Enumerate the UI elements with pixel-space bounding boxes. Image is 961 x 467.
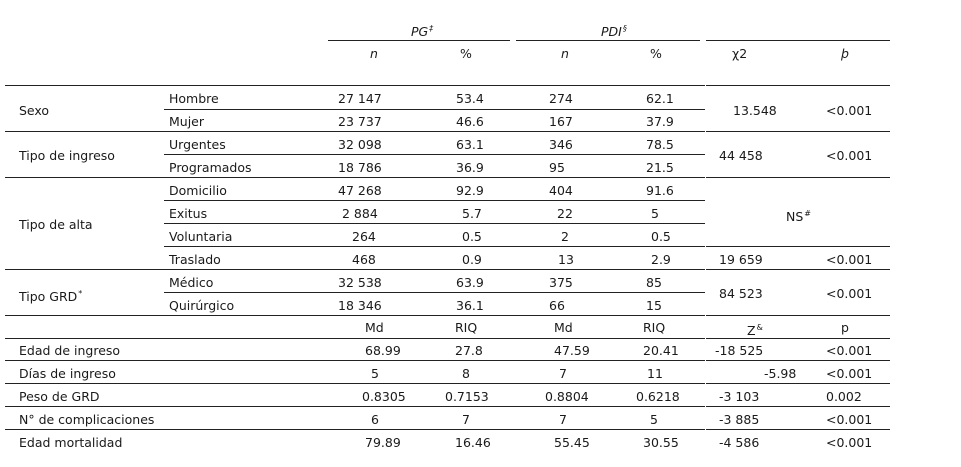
- cell: 0.8804: [545, 389, 589, 404]
- cell: 32 098: [338, 137, 382, 152]
- cell: <0.001: [826, 343, 873, 358]
- rule: [706, 360, 890, 361]
- cell: 85: [646, 275, 662, 290]
- cell: 6: [371, 412, 379, 427]
- col-md-2: Md: [554, 320, 573, 335]
- col-pct-2: %: [650, 46, 662, 61]
- cell: 2 884: [342, 206, 378, 221]
- cell: 0.5: [651, 229, 671, 244]
- cell: 47 268: [338, 183, 382, 198]
- cell: 7: [462, 412, 470, 427]
- cell: 0.002: [826, 389, 862, 404]
- cell: <0.001: [826, 412, 873, 427]
- rule-ingreso-top: [5, 131, 705, 132]
- col-p-2: p: [841, 320, 849, 335]
- cell: 13: [558, 252, 574, 267]
- sub-voluntaria: Voluntaria: [169, 229, 233, 244]
- p-ingreso: <0.001: [826, 148, 873, 163]
- sub-quirurgico: Quirúrgico: [169, 298, 235, 313]
- cell: 404: [549, 183, 573, 198]
- cell: -3 103: [719, 389, 760, 404]
- stat-rule: [706, 40, 890, 41]
- cell: 346: [549, 137, 573, 152]
- cell: 274: [549, 91, 573, 106]
- cell: 15: [646, 298, 662, 313]
- cell: 92.9: [456, 183, 484, 198]
- row-label-edad: Edad de ingreso: [19, 343, 121, 358]
- rule-sexo-top-stat: [706, 85, 890, 86]
- cell: 18 786: [338, 160, 382, 175]
- rule: [706, 246, 890, 247]
- cell: 2: [561, 229, 569, 244]
- group-pdi-header: PDI§: [601, 24, 627, 39]
- cell: 78.5: [646, 137, 674, 152]
- cell: <0.001: [826, 435, 873, 450]
- row-label-grd: Tipo GRD*: [19, 289, 83, 304]
- sub-programados: Programados: [169, 160, 252, 175]
- sub-mujer: Mujer: [169, 114, 205, 129]
- cell: 36.9: [456, 160, 484, 175]
- row-label-complicaciones: N° de complicaciones: [19, 412, 155, 427]
- rule: [164, 292, 705, 293]
- rule: [164, 154, 705, 155]
- rule: [706, 338, 890, 339]
- row-label-dias: Días de ingreso: [19, 366, 116, 381]
- cell: -3 885: [719, 412, 760, 427]
- col-pct-1: %: [460, 46, 472, 61]
- cell: 23 737: [338, 114, 382, 129]
- row-label-ingreso: Tipo de ingreso: [19, 148, 115, 163]
- cell: 5: [651, 206, 659, 221]
- cell: 0.6218: [636, 389, 680, 404]
- cell: 53.4: [456, 91, 484, 106]
- cell: 0.7153: [445, 389, 489, 404]
- rule-grd-top: [5, 269, 705, 270]
- sub-urgentes: Urgentes: [169, 137, 226, 152]
- cell: 27 147: [338, 91, 382, 106]
- rule: [706, 406, 890, 407]
- cell: 0.9: [462, 252, 482, 267]
- col-md-1: Md: [365, 320, 384, 335]
- cell: 30.55: [643, 435, 679, 450]
- cell: <0.001: [826, 366, 873, 381]
- cell: 27.8: [455, 343, 483, 358]
- sub-medico: Médico: [169, 275, 214, 290]
- sub-traslado: Traslado: [169, 252, 221, 267]
- cell: 18 346: [338, 298, 382, 313]
- cell: 91.6: [646, 183, 674, 198]
- ns-alta: NS#: [786, 209, 811, 224]
- col-n-2: n: [561, 46, 569, 61]
- cell: 2.9: [651, 252, 671, 267]
- rule-subheader-top: [5, 315, 705, 316]
- p-grd: <0.001: [826, 286, 873, 301]
- cell: 62.1: [646, 91, 674, 106]
- cell: 79.89: [365, 435, 401, 450]
- cell: 22: [557, 206, 573, 221]
- rule: [5, 338, 705, 339]
- cell: 375: [549, 275, 573, 290]
- cell: 8: [462, 366, 470, 381]
- rule: [5, 360, 705, 361]
- cell: 167: [549, 114, 573, 129]
- row-label-alta: Tipo de alta: [19, 217, 93, 232]
- cell: 5: [650, 412, 658, 427]
- col-z: Z&: [747, 323, 763, 338]
- p-alta: <0.001: [826, 252, 873, 267]
- cell: 47.59: [554, 343, 590, 358]
- rule-alta-top: [5, 177, 705, 178]
- p-sexo: <0.001: [826, 103, 873, 118]
- cell: -4 586: [719, 435, 760, 450]
- rule: [164, 223, 705, 224]
- cell: 63.1: [456, 137, 484, 152]
- rule: [164, 246, 705, 247]
- col-chi: χ2: [732, 46, 748, 61]
- rule: [5, 383, 705, 384]
- group-pdi-rule: [516, 40, 700, 41]
- cell: 36.1: [456, 298, 484, 313]
- rule-sexo-top: [5, 85, 705, 86]
- cell: 21.5: [646, 160, 674, 175]
- rule-ingreso-top-stat: [706, 131, 890, 132]
- cell: 55.45: [554, 435, 590, 450]
- cell: 0.8305: [362, 389, 406, 404]
- cell: 16.46: [455, 435, 491, 450]
- row-label-mortalidad: Edad mortalidad: [19, 435, 123, 450]
- rule: [706, 429, 890, 430]
- cell: 7: [559, 366, 567, 381]
- chi-sexo: 13.548: [733, 103, 777, 118]
- rule-alta-top-stat: [706, 177, 890, 178]
- col-n-1: n: [370, 46, 378, 61]
- cell: -5.98: [764, 366, 797, 381]
- cell: 11: [647, 366, 663, 381]
- rule-grd-top-stat: [706, 269, 890, 270]
- group-pg-rule: [328, 40, 510, 41]
- sub-exitus: Exitus: [169, 206, 208, 221]
- cell: 68.99: [365, 343, 401, 358]
- rule: [5, 429, 705, 430]
- sub-hombre: Hombre: [169, 91, 219, 106]
- cell: 32 538: [338, 275, 382, 290]
- cell: 468: [352, 252, 376, 267]
- cell: 95: [549, 160, 565, 175]
- cell: 66: [549, 298, 565, 313]
- col-p: þ: [841, 46, 849, 61]
- rule: [5, 406, 705, 407]
- cell: -18 525: [715, 343, 764, 358]
- chi-grd: 84 523: [719, 286, 763, 301]
- cell: 7: [559, 412, 567, 427]
- cell: 63.9: [456, 275, 484, 290]
- col-riq-1: RIQ: [455, 320, 478, 335]
- cell: 264: [352, 229, 376, 244]
- cell: 20.41: [643, 343, 679, 358]
- chi-ingreso: 44 458: [719, 148, 763, 163]
- cell: 5.7: [462, 206, 482, 221]
- cell: 0.5: [462, 229, 482, 244]
- col-riq-2: RIQ: [643, 320, 666, 335]
- cell: 46.6: [456, 114, 484, 129]
- chi-alta: 19 659: [719, 252, 763, 267]
- rule: [706, 383, 890, 384]
- cell: 5: [371, 366, 379, 381]
- sub-domicilio: Domicilio: [169, 183, 227, 198]
- row-label-sexo: Sexo: [19, 103, 50, 118]
- row-label-peso: Peso de GRD: [19, 389, 100, 404]
- rule-subheader-top-stat: [706, 315, 890, 316]
- rule: [164, 109, 705, 110]
- cell: 37.9: [646, 114, 674, 129]
- rule: [164, 200, 705, 201]
- group-pg-header: PG‡: [411, 24, 434, 39]
